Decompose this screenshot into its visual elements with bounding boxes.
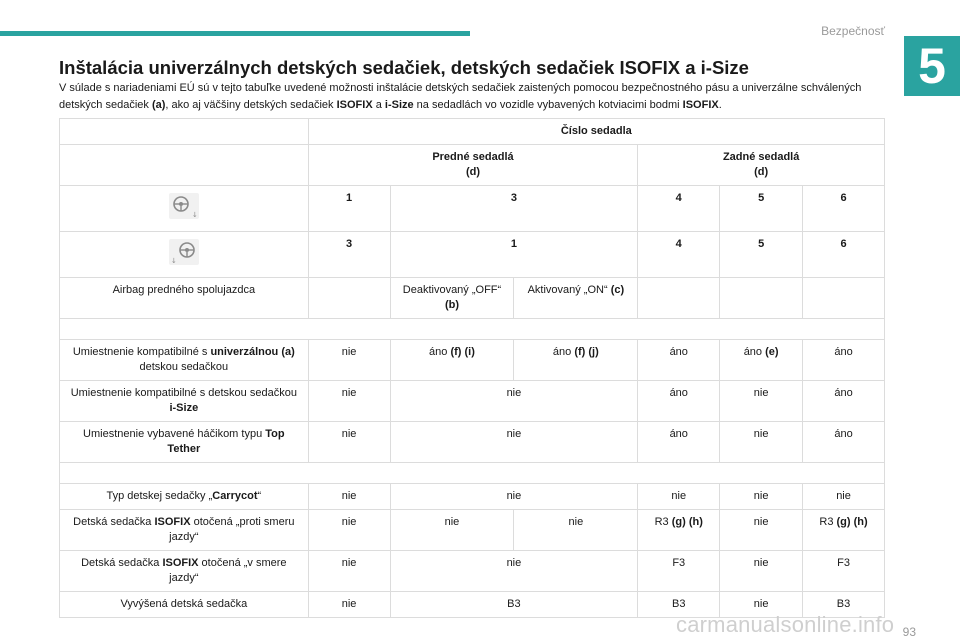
table-row-toptether [60,422,885,463]
airbag-off-cell [390,278,514,319]
empty-cell [638,278,720,319]
header-accent-bar [0,31,470,36]
chapter-badge: 5 [904,36,960,96]
value-cell: nie [638,484,720,510]
empty-corner-cell [60,145,309,186]
value-cell: B3 [390,592,638,618]
text-run: otočená „proti smeru jazdy“ [169,516,295,543]
seat-cell: 6 [803,186,885,232]
value-cell: nie [390,422,638,463]
text-run: Umiestnenie kompatibilné s detskou sedačkou [70,387,297,399]
table-row-isize [60,381,885,422]
bold-text: (a) [281,346,295,358]
value-cell [720,510,803,551]
intro-paragraph [59,80,885,114]
svg-text:↓: ↓ [170,257,177,265]
text-run: áno [552,346,575,358]
text-run: . [718,99,722,111]
table-spacer-row [60,319,885,340]
text-run: nie [444,516,460,528]
airbag-label: Airbag predného spolujazdca [60,278,309,319]
value-cell [803,510,885,551]
text-run: Detská sedačka [73,516,155,528]
value-cell: B3 [638,592,720,618]
text-run: Deaktivovaný „OFF“ [402,284,502,296]
value-cell [514,340,638,381]
value-cell: áno [803,422,885,463]
text-run: áno [743,346,766,358]
text-run: nie [341,516,357,528]
text-run: áno [429,346,451,358]
value-cell [308,510,390,551]
table-row-rhd [60,232,885,278]
page-number: 93 [902,625,916,639]
table-row-carrycot [60,484,885,510]
value-cell [308,340,390,381]
steering-wheel-left-icon [169,193,199,219]
table-row-forward-facing [60,551,885,592]
lhd-icon-cell [60,186,309,232]
value-cell [390,340,514,381]
airbag-on-cell [514,278,638,319]
value-cell: nie [308,484,390,510]
text-run: a [372,99,385,111]
value-cell: nie [720,592,803,618]
seat-cell: 4 [638,232,720,278]
value-cell: nie [308,381,390,422]
table-spacer-row [60,463,885,484]
empty-cell [803,278,885,319]
watermark: carmanualsonline.info [676,612,895,637]
text-run: Aktivovaný „ON“ [527,284,611,296]
value-cell: nie [390,551,638,592]
value-cell: F3 [803,551,885,592]
value-cell [638,340,720,381]
bold-text: ISOFIX [162,557,199,569]
text-run: áno [834,346,853,358]
value-cell: nie [720,422,803,463]
bold-text: (e) [765,346,779,358]
rhd-icon-cell [60,232,309,278]
value-cell: áno [638,381,720,422]
seat-number-header: Číslo sedadla [308,119,884,145]
rear-facing-label [60,510,309,551]
universal-label [60,340,309,381]
bold-text: univerzálnou [210,346,279,358]
value-cell: nie [720,381,803,422]
text-run: detskou sedačkou [139,361,229,373]
svg-text:↓: ↓ [191,211,198,219]
empty-cell [308,278,390,319]
front-seats-label: Predné sedadlá [432,151,514,163]
text-run: Detská sedačka [81,557,163,569]
page-title: Inštalácia univerzálnych detských sedačiek, detských sedačiek ISOFIX a i-Size [59,57,749,78]
empty-cell [720,278,803,319]
text-run: Vyvýšená detská sedačka [120,598,248,610]
seat-cell: 4 [638,186,720,232]
value-cell: nie [390,484,638,510]
empty-corner-cell [60,119,309,145]
text-run: áno [669,346,688,358]
value-cell: nie [803,484,885,510]
value-cell: nie [390,381,638,422]
bold-text: (f) (j) [574,346,599,358]
bold-text: (g) (h) [836,516,868,528]
bold-text: (c) [610,284,625,296]
bold-text: ISOFIX [336,99,373,111]
value-cell: nie [720,484,803,510]
text-run: nie [753,516,769,528]
bold-text: (a) [151,99,166,111]
booster-label [60,592,309,618]
forward-facing-label [60,551,309,592]
front-seats-header [308,145,638,186]
table-row-lhd [60,186,885,232]
seat-group-row [60,145,885,186]
text-run: nie [568,516,584,528]
seat-cell: 3 [308,232,390,278]
text-run: R3 [654,516,672,528]
bold-text: (b) [444,299,459,311]
toptether-label [60,422,309,463]
text-run: Umiestnenie vybavené háčikom typu [83,428,266,440]
value-cell: áno [803,381,885,422]
bold-text: (f) (i) [450,346,475,358]
child-seat-table [59,118,885,618]
value-cell [390,510,514,551]
text-run: , ako aj väčšiny detských sedačiek [165,99,337,111]
text-run: R3 [819,516,837,528]
section-name: Bezpečnosť [821,24,885,38]
value-cell [638,510,720,551]
value-cell [803,340,885,381]
rear-seats-label: Zadné sedadlá [722,151,800,163]
value-cell [720,340,803,381]
bold-text: ISOFIX [154,516,191,528]
isize-label [60,381,309,422]
value-cell [514,510,638,551]
text-run: na sedadlách vo vozidle vybavených kotviacimi bodmi [413,99,683,111]
text-run: Umiestnenie kompatibilné s [72,346,211,358]
bold-text: i-Size [169,402,199,414]
value-cell: nie [308,592,390,618]
seat-cell: 6 [803,232,885,278]
bold-text: ISOFIX [682,99,719,111]
front-seats-note: (d) [465,166,480,178]
seat-cell: 5 [720,186,803,232]
value-cell: B3 [803,592,885,618]
value-cell: áno [638,422,720,463]
seat-cell: 1 [308,186,390,232]
rear-seats-header [638,145,885,186]
table-header-row [60,119,885,145]
value-cell: nie [308,551,390,592]
text-run: nie [341,346,357,358]
table-row-universal [60,340,885,381]
steering-wheel-right-icon [169,239,199,265]
text-run: “ [257,490,262,502]
table-row-rear-facing [60,510,885,551]
text-run: V súlade s nariadeniami EÚ sú v tejto tabuľke uvedené možnosti inštalácie detských sedačiek zaistených pomocou bezpečnostného pásu a univerzálne schválených detských sedačiek [59,82,862,111]
seat-cell: 1 [390,232,638,278]
text-run: Typ detskej sedačky „ [106,490,213,502]
carrycot-label [60,484,309,510]
bold-text: i-Size [384,99,414,111]
rear-seats-note: (d) [754,166,769,178]
bold-text: Top Tether [167,428,285,455]
value-cell: nie [308,422,390,463]
text-run: otočená „v smere jazdy“ [169,557,287,584]
seat-cell: 5 [720,232,803,278]
value-cell: F3 [638,551,720,592]
bold-text: Carrycot [212,490,258,502]
seat-cell: 3 [390,186,638,232]
value-cell: nie [720,551,803,592]
table-row-airbag [60,278,885,319]
bold-text: (g) (h) [671,516,703,528]
